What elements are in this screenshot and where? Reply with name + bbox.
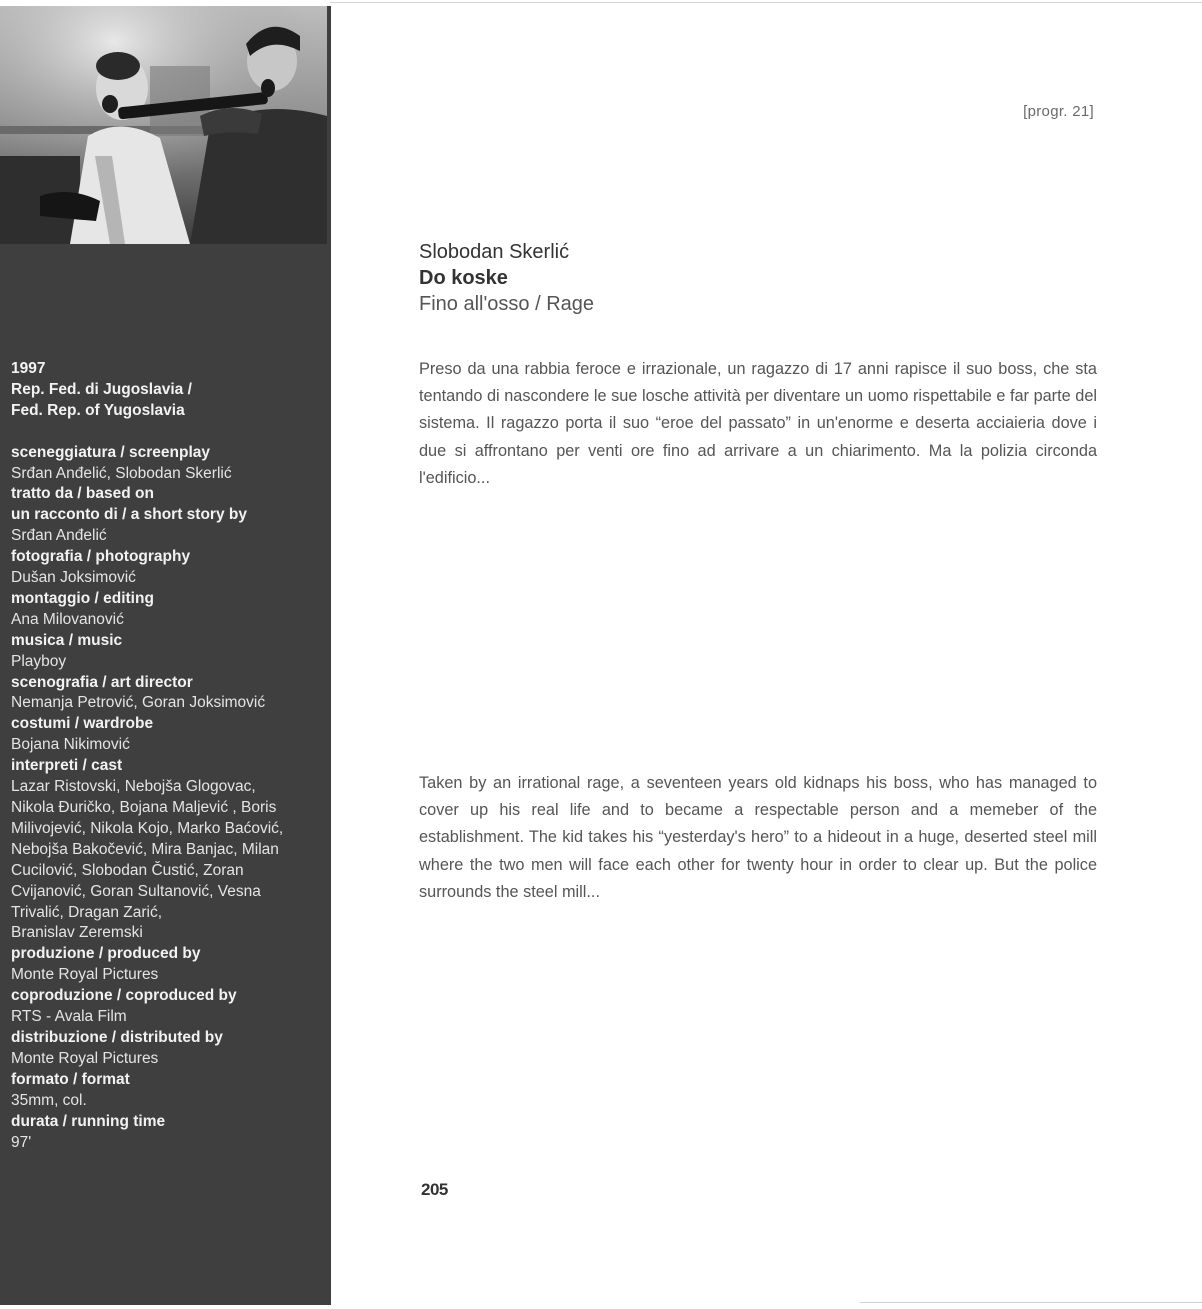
page-number: 205 — [421, 1180, 448, 1199]
cast-line: Lazar Ristovski, Nebojša Glogovac, — [11, 778, 256, 796]
wardrobe-value: Bojana Nikimović — [11, 736, 130, 754]
music-label: musica / music — [11, 631, 123, 649]
based-on-label-2: un racconto di / a short story by — [11, 506, 247, 524]
top-rule — [330, 2, 1202, 3]
running-time-label: durata / running time — [11, 1112, 166, 1130]
cast-line: Cvijanović, Goran Sultanović, Vesna — [11, 882, 261, 900]
format-label: formato / format — [11, 1070, 130, 1088]
country-line-2: Fed. Rep. of Yugoslavia — [11, 401, 185, 419]
credits-list — [11, 359, 323, 1153]
distributed-value: Monte Royal Pictures — [11, 1049, 159, 1067]
director-name: Slobodan Skerlić — [419, 241, 570, 263]
art-director-label: scenografia / art director — [11, 673, 193, 691]
wardrobe-label: costumi / wardrobe — [11, 715, 154, 733]
film-still-photo — [0, 6, 327, 244]
distributed-label: distribuzione / distributed by — [11, 1028, 223, 1046]
film-subtitle: Fino all'osso / Rage — [419, 293, 595, 315]
film-year: 1997 — [11, 360, 46, 377]
cast-line: Nikola Đuričko, Bojana Maljević , Boris — [11, 799, 277, 817]
cast-line: Milivojević, Nikola Kojo, Marko Baćović, — [11, 819, 284, 837]
cast-line: Cucilović, Slobodan Čustić, Zoran — [11, 861, 244, 879]
cast-line: Branislav Zeremski — [11, 924, 143, 942]
art-director-value: Nemanja Petrović, Goran Joksimović — [11, 694, 266, 712]
credits-sidebar — [0, 6, 331, 1305]
country-line-1: Rep. Fed. di Jugoslavia / — [11, 380, 192, 398]
running-time-value: 97' — [11, 1133, 32, 1151]
based-on-label-1: tratto da / based on — [11, 485, 154, 503]
screenplay-label: sceneggiatura / screenplay — [11, 443, 211, 461]
music-value: Playboy — [11, 652, 67, 670]
editing-label: montaggio / editing — [11, 589, 154, 607]
coproduced-label: coproduzione / coproduced by — [11, 987, 237, 1005]
program-number: [progr. 21] — [1023, 103, 1094, 120]
produced-label: produzione / produced by — [11, 945, 201, 963]
editing-value: Ana Milovanović — [11, 610, 124, 628]
synopsis-english: Taken by an irrational rage, a seventeen years old kidnaps his boss, who has managed to cover up his real life and to became a respectable person and a memeber of the establishment. The kid takes his “yesterday's hero” to a hideout in a huge, deserted steel mill where the two men will face each other for twenty hour in order to clear up. But the police surrounds the steel mill... — [419, 774, 1097, 901]
cast-label: interpreti / cast — [11, 757, 123, 775]
coproduced-value: RTS - Avala Film — [11, 1008, 127, 1026]
cast-line: Nebojša Bakočević, Mira Banjac, Milan — [11, 840, 279, 858]
based-on-value: Srđan Anđelić — [11, 527, 107, 545]
photography-value: Dušan Joksimović — [11, 569, 136, 587]
cast-line: Trivalić, Dragan Zarić, — [11, 903, 163, 921]
synopsis-italian: Preso da una rabbia feroce e irrazionale, un ragazzo di 17 anni rapisce il suo boss, che sta tentando di nascondere le sue losche attività per diventare un uomo rispettabile e far parte del sistema. Il ragazzo porta il suo “eroe del passato” in un'enorme e deserta acciaieria dove i due si affrontano per venti ore fino ad arrivare a un chiarimento. Ma la polizia circonda l'edificio... — [419, 360, 1097, 487]
format-value: 35mm, col. — [11, 1091, 87, 1109]
film-title: Do koske — [419, 267, 508, 289]
screenplay-value: Srđan Anđelić, Slobodan Skerlić — [11, 464, 232, 482]
bottom-rule — [860, 1302, 1202, 1303]
produced-value: Monte Royal Pictures — [11, 966, 159, 984]
film-still-image — [0, 6, 327, 244]
photography-label: fotografia / photography — [11, 548, 191, 566]
